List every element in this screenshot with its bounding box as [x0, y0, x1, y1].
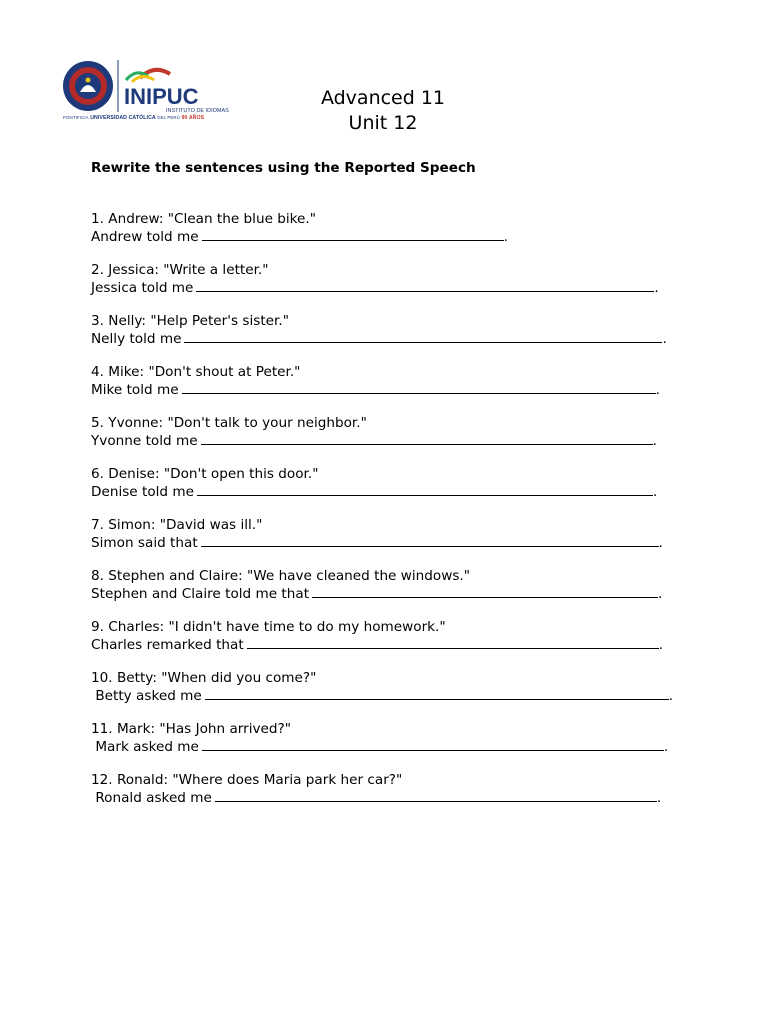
exercise-answer-line [91, 636, 663, 654]
answer-lead: Charles remarked that [91, 637, 244, 653]
exercise-answer-line [91, 534, 663, 552]
answer-end: . [655, 382, 660, 398]
answer-end: . [503, 229, 508, 245]
university-prefix: PONTIFICIA [63, 115, 89, 120]
exercise-prompt: 7. Simon: "David was ill." [91, 517, 263, 533]
answer-blank[interactable] [247, 636, 659, 649]
exercise-prompt: 2. Jessica: "Write a letter." [91, 262, 269, 278]
answer-end: . [658, 535, 663, 551]
exercise-prompt: 5. Yvonne: "Don't talk to your neighbor." [91, 415, 367, 431]
exercise-item [91, 721, 668, 756]
answer-end: . [668, 688, 674, 704]
exercise-answer-line [91, 432, 657, 450]
answer-end: . [652, 484, 658, 500]
exercise-item [91, 466, 657, 501]
unit-title: Unit 12 [348, 112, 418, 134]
exercise-prompt: 9. Charles: "I didn't have time to do my homework." [91, 619, 446, 635]
exercise-item [91, 670, 673, 705]
exercise-answer-line [91, 228, 508, 246]
university-suffix: DEL PERÚ [157, 115, 180, 120]
answer-lead: Mark asked me [91, 739, 199, 755]
answer-blank[interactable] [215, 789, 657, 802]
university-line [63, 115, 204, 121]
exercise-answer-line [91, 483, 657, 501]
exercise-item [91, 364, 660, 399]
instruction-text: Rewrite the sentences using the Reported Speech [91, 160, 476, 176]
exercise-item [91, 772, 661, 807]
anniversary-years: 90 AÑOS [181, 115, 205, 121]
exercise-prompt: 1. Andrew: "Clean the blue bike." [91, 211, 316, 227]
exercise-item [91, 415, 657, 450]
answer-blank[interactable] [201, 534, 659, 547]
exercise-prompt: 4. Mike: "Don't shout at Peter." [91, 364, 301, 380]
answer-blank[interactable] [197, 483, 653, 496]
answer-lead: Stephen and Claire told me that [91, 586, 310, 602]
answer-end: . [658, 637, 664, 653]
answer-blank[interactable] [205, 687, 669, 700]
answer-blank[interactable] [201, 432, 653, 445]
answer-end: . [656, 790, 662, 806]
answer-blank[interactable] [202, 228, 504, 241]
seal-star-icon [86, 78, 91, 83]
answer-lead: Jessica told me [91, 280, 194, 296]
logo-graphic [62, 58, 252, 114]
institution-logo [62, 58, 252, 128]
brand-subtitle: INSTITUTO DE IDIOMAS [166, 108, 229, 114]
exercise-prompt: 10. Betty: "When did you come?" [91, 670, 317, 686]
exercise-prompt: 3. Nelly: "Help Peter's sister." [91, 313, 289, 329]
answer-blank[interactable] [196, 279, 654, 292]
exercise-answer-line [91, 789, 661, 807]
answer-lead: Andrew told me [91, 229, 199, 245]
answer-blank[interactable] [182, 381, 656, 394]
answer-lead: Nelly told me [91, 331, 182, 347]
answer-blank[interactable] [312, 585, 658, 598]
exercise-item [91, 517, 663, 552]
answer-lead: Mike told me [91, 382, 179, 398]
exercise-answer-line [91, 279, 659, 297]
exercise-item [91, 619, 663, 654]
answer-lead: Simon said that [91, 535, 198, 551]
exercise-prompt: 6. Denise: "Don't open this door." [91, 466, 319, 482]
course-title: Advanced 11 [320, 87, 446, 109]
exercise-answer-line [91, 585, 662, 603]
answer-end: . [658, 586, 663, 602]
exercise-answer-line [91, 381, 660, 399]
exercise-prompt: 12. Ronald: "Where does Maria park her car?" [91, 772, 403, 788]
answer-lead: Betty asked me [91, 688, 202, 704]
answer-blank[interactable] [202, 738, 664, 751]
exercise-prompt: 8. Stephen and Claire: "We have cleaned the windows." [91, 568, 470, 584]
answer-end: . [652, 433, 657, 449]
answer-blank[interactable] [184, 330, 662, 343]
brand-wave-yellow [132, 76, 154, 82]
answer-end: . [654, 280, 659, 296]
exercise-answer-line [91, 738, 668, 756]
exercise-answer-line [91, 687, 673, 705]
brand-name: INIPUC [124, 84, 199, 109]
exercise-prompt: 11. Mark: "Has John arrived?" [91, 721, 291, 737]
answer-lead: Yvonne told me [91, 433, 198, 449]
exercise-answer-line [91, 330, 667, 348]
exercise-item [91, 313, 667, 348]
answer-lead: Ronald asked me [91, 790, 212, 806]
university-name: UNIVERSIDAD CATÓLICA [90, 115, 156, 121]
exercise-item [91, 211, 508, 246]
answer-end: . [663, 739, 669, 755]
exercise-item [91, 262, 659, 297]
answer-lead: Denise told me [91, 484, 194, 500]
exercise-item [91, 568, 662, 603]
answer-end: . [662, 331, 667, 347]
